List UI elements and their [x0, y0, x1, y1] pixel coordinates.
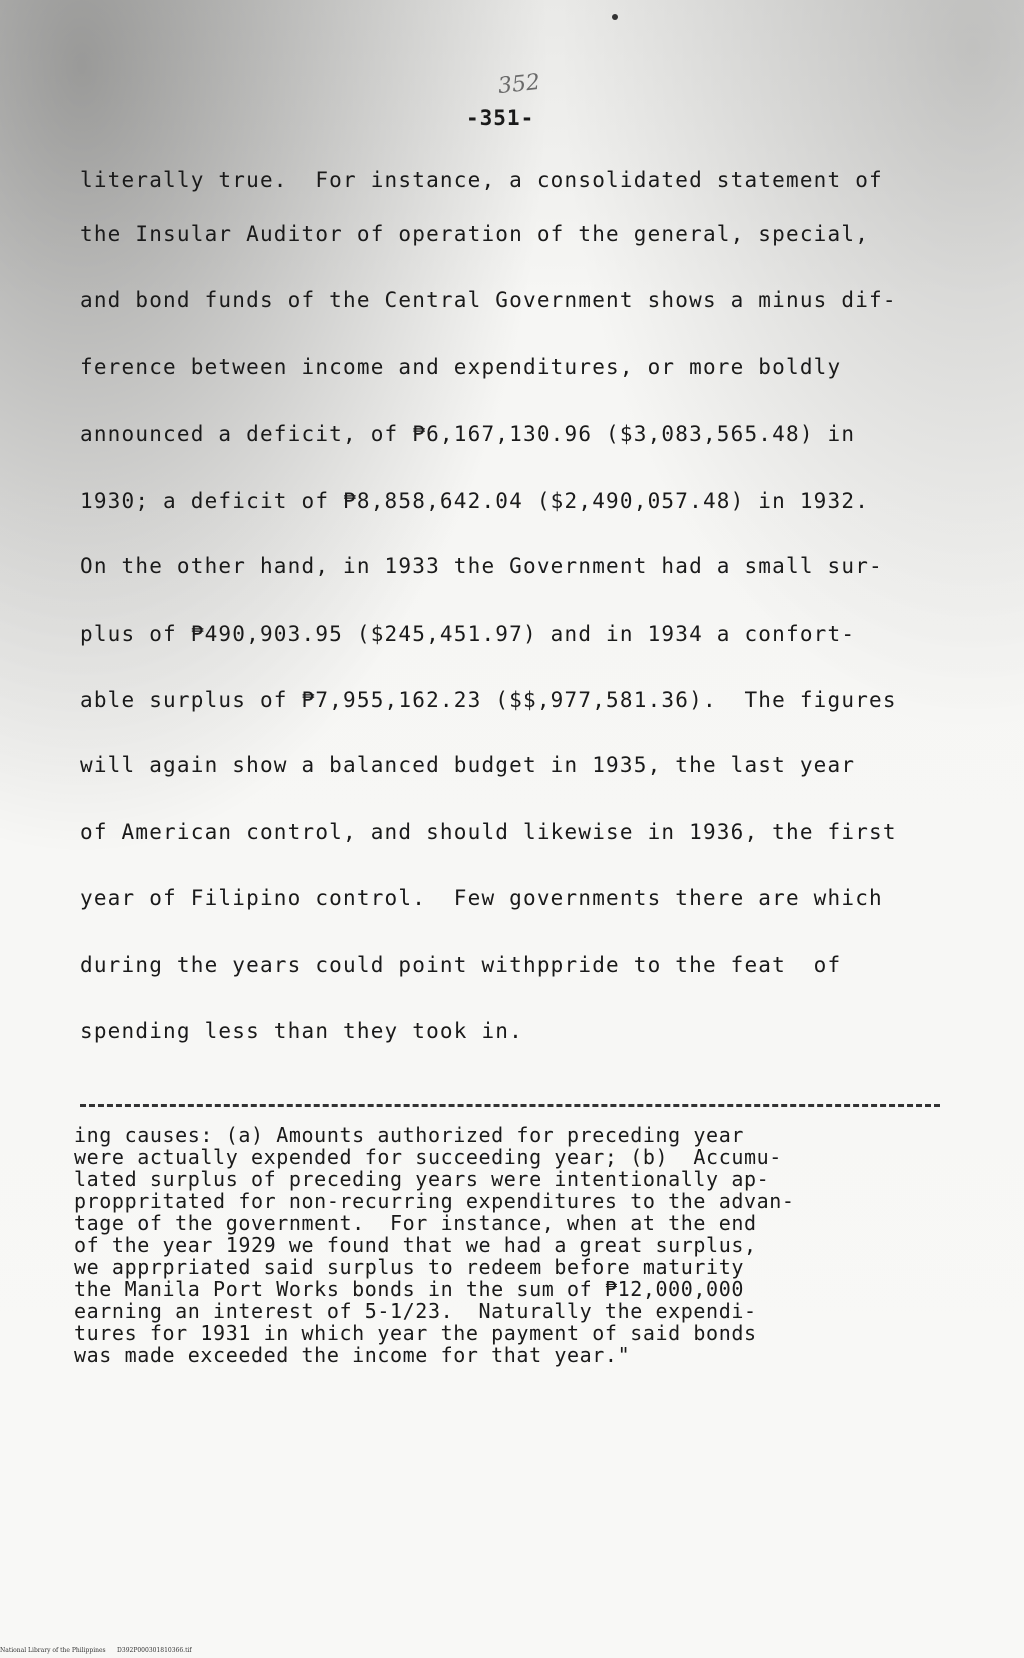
footnote-line: lated surplus of preceding years were intentionally ap- [74, 1167, 770, 1191]
text-line: of American control, and should likewise in 1936, the first [80, 820, 897, 844]
text-line: plus of ₱490,903.95 ($245,451.97) and in 1934 a confort- [80, 622, 856, 646]
text-line: ference between income and expenditures, or more boldly [80, 355, 842, 379]
ink-dot [612, 14, 618, 20]
text-line: literally true. For instance, a consolidated statement of [80, 168, 883, 192]
footnote-line: the Manila Port Works bonds in the sum of ₱12,000,000 [74, 1277, 744, 1301]
footnote-line: proppritated for non-recurring expenditures to the advan- [74, 1189, 795, 1213]
text-line: will again show a balanced budget in 1935, the last year [80, 753, 856, 777]
text-line: On the other hand, in 1933 the Government had a small sur- [80, 554, 883, 578]
footnote-line: we apprpriated said surplus to redeem before maturity [74, 1255, 744, 1279]
text-line: spending less than they took in. [80, 1019, 523, 1043]
text-line: during the years could point withppride to the feat of [80, 953, 842, 977]
text-line: the Insular Auditor of operation of the general, special, [80, 222, 870, 246]
footnote-line: was made exceeded the income for that year." [74, 1343, 631, 1367]
text-line: able surplus of ₱7,955,162.23 ($$,977,581.36). The figures [80, 688, 897, 712]
footnote-line: ing causes: (a) Amounts authorized for preceding year [74, 1123, 744, 1147]
footnote-line: of the year 1929 we found that we had a great surplus, [74, 1233, 757, 1257]
handwritten-page-number: 352 [496, 69, 542, 100]
text-line: year of Filipino control. Few governments there are which [80, 886, 883, 910]
text-line: 1930; a deficit of ₱8,858,642.04 ($2,490,057.48) in 1932. [80, 489, 870, 513]
footnote-line: were actually expended for succeeding year; (b) Accumu- [74, 1145, 782, 1169]
page-number: -351- [466, 106, 535, 130]
footnote-line: tures for 1931 in which year the payment of said bonds [74, 1321, 757, 1345]
archive-caption: National Library of the Philippines D392P000301810366.tif [0, 1647, 192, 1654]
text-line: announced a deficit, of ₱6,167,130.96 ($3,083,565.48) in [80, 422, 856, 446]
footnote-line: earning an interest of 5-1/23. Naturally the expendi- [74, 1299, 757, 1323]
footnote-line: tage of the government. For instance, when at the end [74, 1211, 757, 1235]
footnote-divider [80, 1104, 940, 1107]
text-line: and bond funds of the Central Government shows a minus dif- [80, 288, 897, 312]
